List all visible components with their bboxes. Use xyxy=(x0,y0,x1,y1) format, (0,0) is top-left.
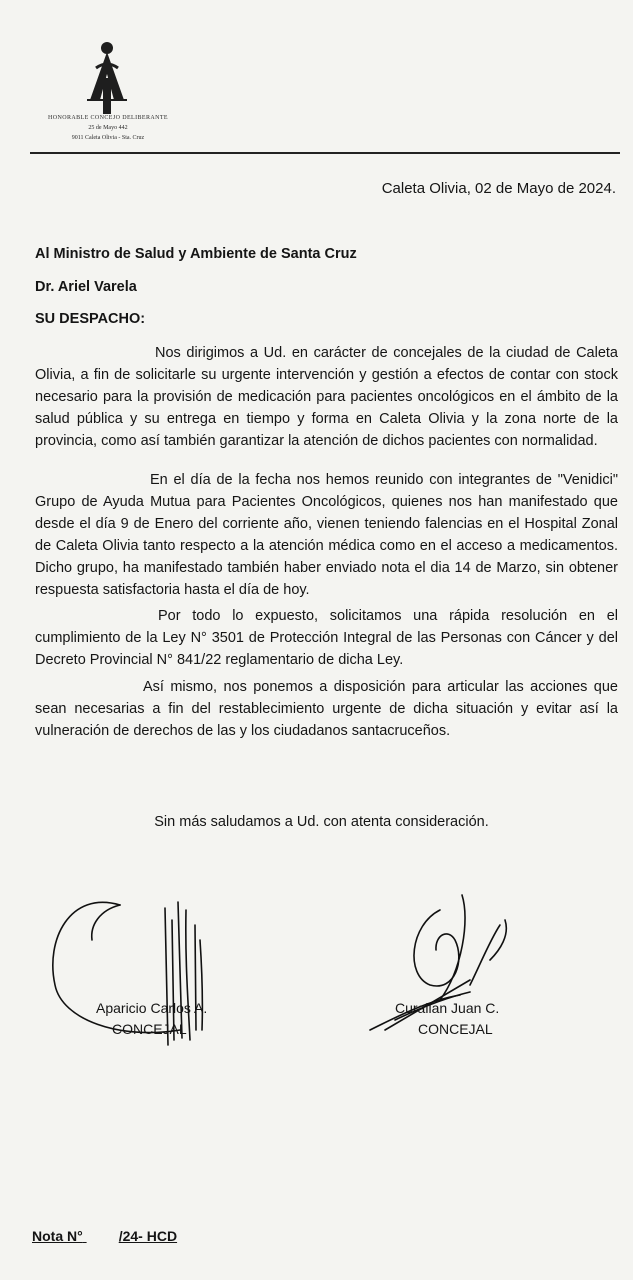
handwritten-signatures xyxy=(0,880,633,1050)
letterhead-city: 9011 Caleta Olivia - Sta. Cruz xyxy=(71,135,145,141)
signature-2-name: Curallan Juan C. xyxy=(395,1000,500,1016)
nota-suffix: /24- HCD xyxy=(118,1228,178,1244)
body-paragraph-1-text: Nos dirigimos a Ud. en carácter de concejales de la ciudad de Caleta Olivia, a fin de solicitarle su urgente intervención y gestión a efectos de contar con stock necesario para la provisión de medicación para pacientes oncológicos en el ámbito de la salud pública y su entrega en tiempo y forma en Caleta Olivia y la zona norte de la provincia, como así también garantizar la atención de dichos pacientes con normalidad. xyxy=(35,345,618,449)
body-paragraph-2-text: En el día de la fecha nos hemos reunido con integrantes de "Venidici" Grupo de Ayuda Mutua para Pacientes Oncológicos, quienes nos han manifestado que desde el día 9 de Enero del corriente año, vienen teniendo falencias en el Hospital Zonal de Caleta Olivia tanto respecto a la atención médica como en el acceso a medicamentos. Dicho grupo, ha manifestado también haber enviado nota el dia 14 de Marzo, sin obtener respuesta satisfactoria hasta el día de hoy. xyxy=(35,472,618,598)
body-paragraph-3-text: Por todo lo expuesto, solicitamos una rápida resolución en el cumplimiento de la Ley N° 3501 de Protección Integral de las Personas con Cáncer y del Decreto Provincial N° 841/22 reglamentario de dicha Ley. xyxy=(35,608,618,668)
addressee-name: Dr. Ariel Varela xyxy=(35,279,137,295)
body-paragraph-2 xyxy=(35,469,618,601)
letterhead-street: 25 de Mayo 442 xyxy=(88,125,128,131)
signature-1-title: CONCEJAL xyxy=(112,1021,187,1037)
body-paragraph-4 xyxy=(35,676,618,742)
pyramid-emblem-icon xyxy=(82,38,132,118)
header-divider xyxy=(30,152,620,154)
addressee-office: SU DESPACHO: xyxy=(35,311,146,327)
closing-line: Sin más saludamos a Ud. con atenta consideración. xyxy=(154,814,489,830)
body-paragraph-1 xyxy=(35,342,618,452)
date-line: Caleta Olivia, 02 de Mayo de 2024. xyxy=(381,180,616,197)
signature-2-title: CONCEJAL xyxy=(418,1021,493,1037)
nota-reference xyxy=(32,1228,177,1244)
letterhead-institution: HONORABLE CONCEJO DELIBERANTE xyxy=(48,115,168,121)
body-paragraph-3 xyxy=(35,605,618,671)
addressee-title: Al Ministro de Salud y Ambiente de Santa Cruz xyxy=(35,246,357,262)
body-paragraph-4-text: Así mismo, nos ponemos a disposición para articular las acciones que sean necesarias a fin del restablecimiento urgente de dicha situación y evitar así la vulneración de derechos de las y los ciudadanos santacruceños. xyxy=(35,679,618,739)
signature-1-name: Aparicio Carlos A. xyxy=(96,1000,208,1016)
nota-label: Nota N° xyxy=(32,1228,83,1244)
nota-number-blank xyxy=(83,1228,119,1244)
